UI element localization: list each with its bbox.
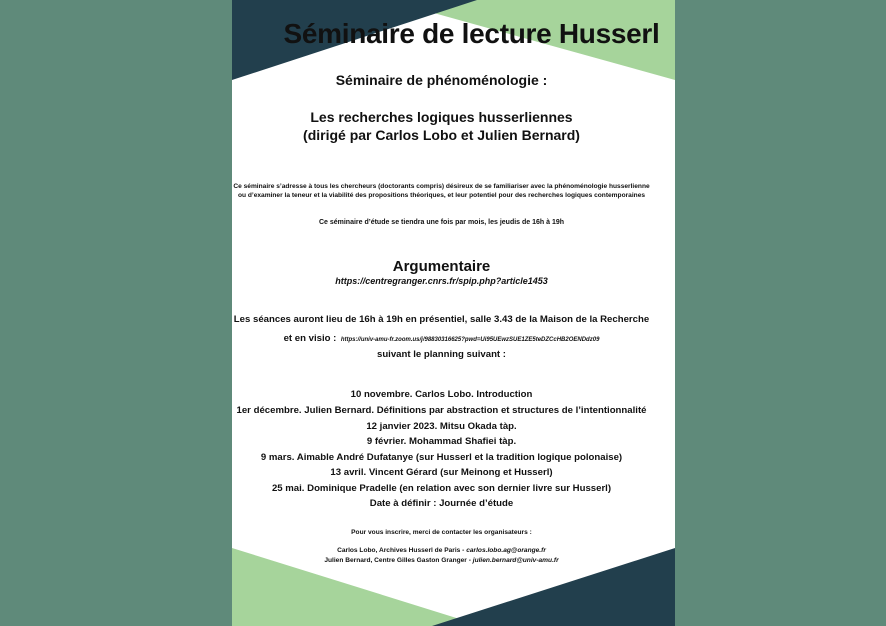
sessions-line2	[232, 328, 663, 346]
contact-2	[232, 557, 663, 564]
poster-heading-line1: Les recherches logiques husserliennes	[310, 109, 573, 125]
contact-1-email[interactable]: carlos.lobo.ag@orange.fr	[466, 547, 546, 554]
schedule-item: Date à définir : Journée d’étude	[369, 498, 514, 509]
contact-2-email[interactable]: julien.bernard@univ-amu.fr	[472, 557, 559, 564]
schedule-item: 1er décembre. Julien Bernard. Définitions par abstraction et structures de l’intentionnalité	[236, 405, 647, 416]
schedule-item: 13 avril. Vincent Gérard (sur Meinong et Husserl)	[330, 467, 553, 478]
sessions-line1: Les séances auront lieu de 16h à 19h en présentiel, salle 3.43 de la Maison de la Recherche	[233, 314, 650, 325]
schedule-item: 10 novembre. Carlos Lobo. Introduction	[350, 389, 533, 400]
schedule-item: 12 janvier 2023. Mitsu Okada tàp.	[366, 421, 517, 432]
argumentaire-url[interactable]: https://centregranger.cnrs.fr/spip.php?article1453	[335, 276, 548, 286]
frequency-note: Ce séminaire d’étude se tiendra une fois par mois, les jeudis de 16h à 19h	[318, 219, 565, 226]
schedule-item: 25 mai. Dominique Pradelle (en relation avec son dernier livre sur Husserl)	[271, 483, 612, 494]
schedule-item: 9 mars. Aimable André Dufatanye (sur Husserl et la tradition logique polonaise)	[260, 452, 623, 463]
sessions-visio-prefix: et en visio :	[283, 333, 337, 344]
visio-link[interactable]: https://univ-amu-fr.zoom.us/j/98830316625?pwd=Ui95UEwzSUE1ZE5teDZCcHB2OENDdz09	[340, 337, 600, 343]
poster	[232, 0, 675, 626]
contact-intro: Pour vous inscrire, merci de contacter les organisateurs :	[351, 529, 532, 536]
schedule-item: 9 février. Mohammad Shafiei tàp.	[366, 436, 517, 447]
planning-intro: suivant le planning suivant :	[376, 349, 506, 360]
contact-1	[232, 547, 663, 554]
argumentaire-title: Argumentaire	[392, 258, 491, 275]
poster-heading-line2: (dirigé par Carlos Lobo et Julien Bernard)	[303, 127, 580, 143]
contact-2-text: Julien Bernard, Centre Gilles Gaston Granger -	[324, 557, 473, 564]
intro-line2: ou d’examiner la teneur et la viabilité des propositions théoriques, et leur potentiel pour des recherches logiques contemporaines	[237, 192, 646, 199]
intro-line1: Ce séminaire s’adresse à tous les chercheurs (doctorants compris) désireux de se familiariser avec la phénoménologie husserlienne	[233, 183, 650, 190]
poster-title: Séminaire de lecture Husserl	[283, 18, 660, 49]
contact-1-text: Carlos Lobo, Archives Husserl de Paris -	[337, 547, 467, 554]
poster-subtitle: Séminaire de phénoménologie :	[335, 72, 548, 88]
